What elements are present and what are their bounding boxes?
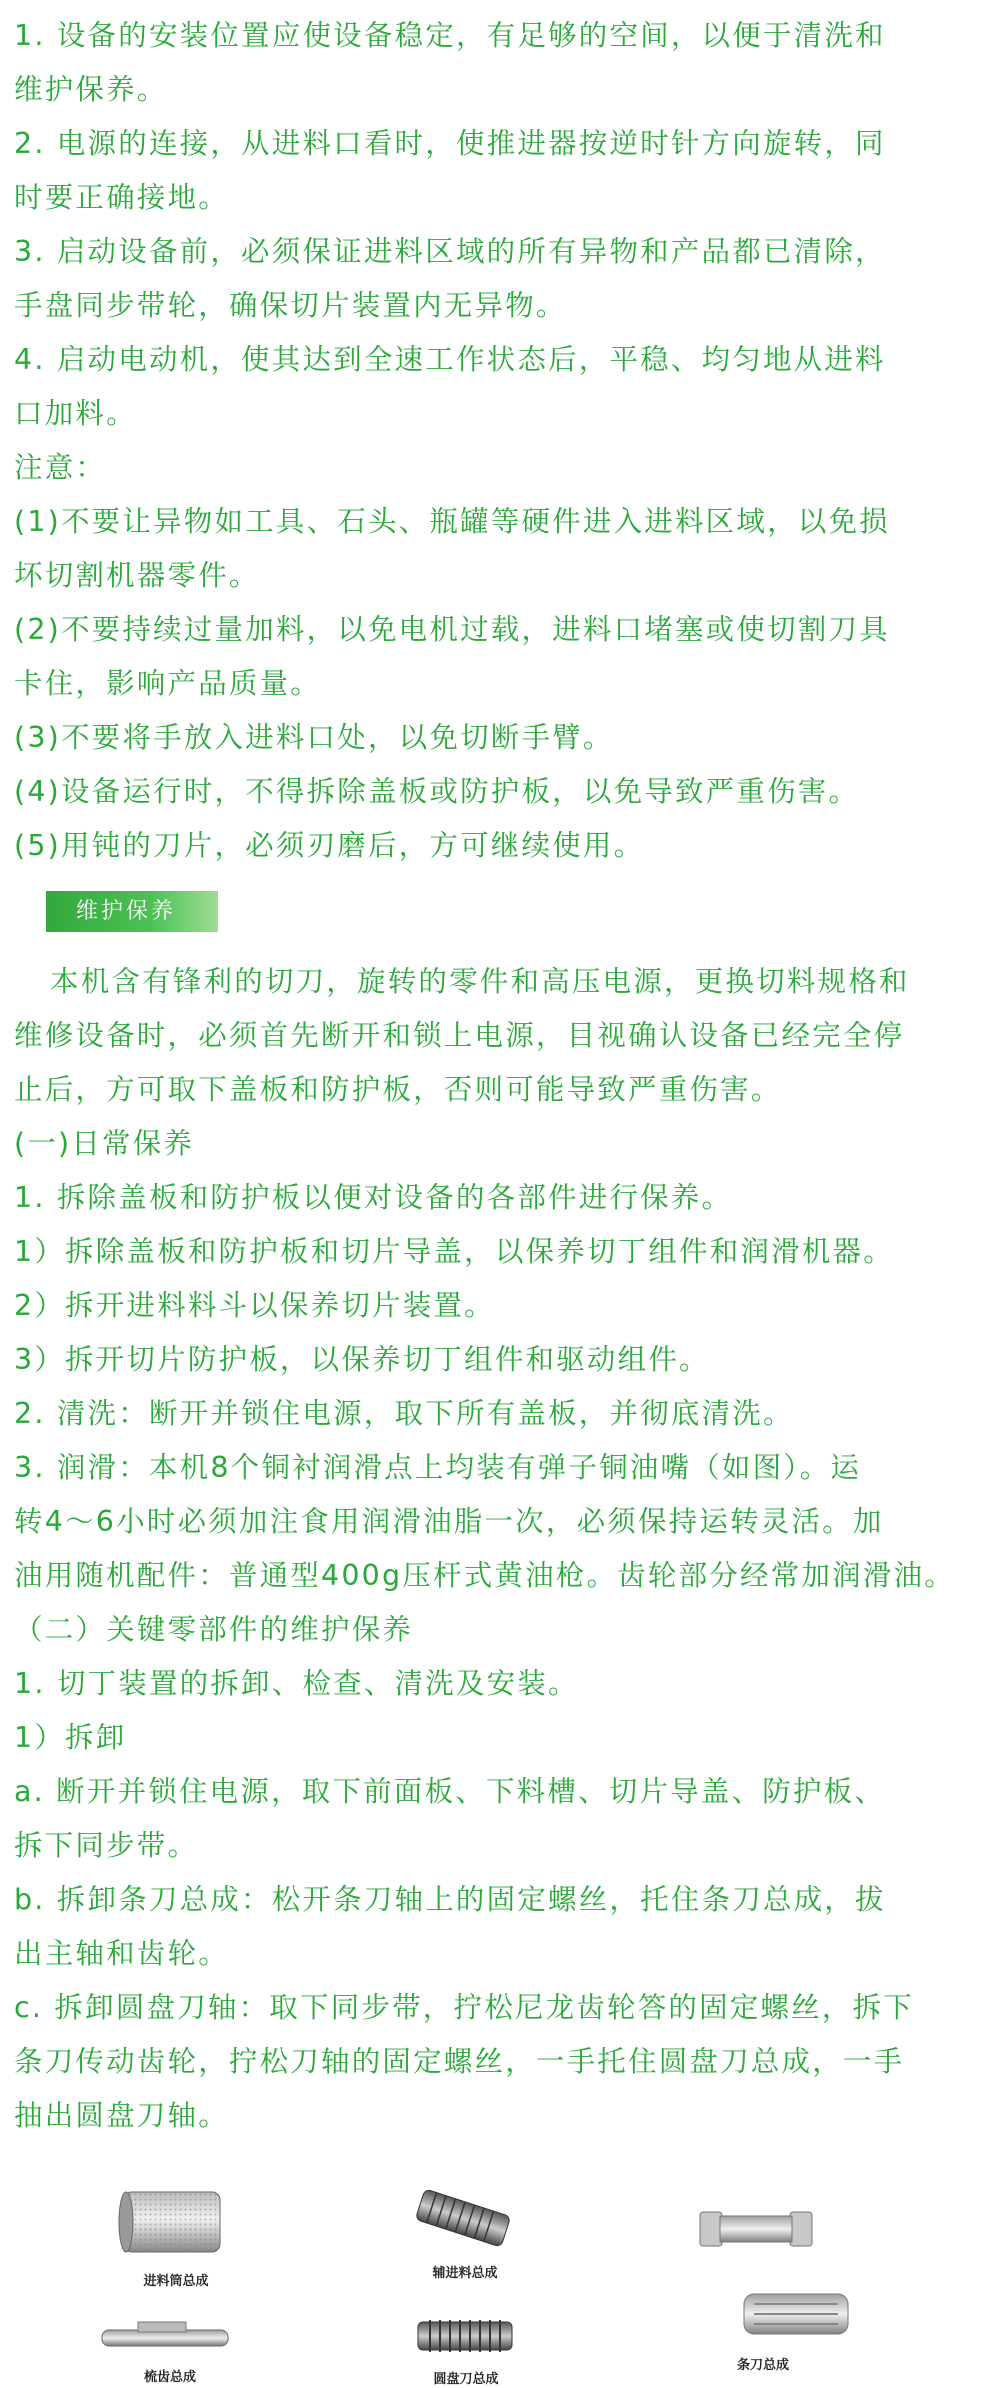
install-line: 1. 设备的安装位置应使设备稳定，有足够的空间，以便于清洗和: [14, 19, 886, 52]
maintenance-line: 2）拆开进料料斗以保养切片装置。: [14, 1289, 495, 1322]
install-line: 维护保养。: [14, 73, 168, 106]
caption-aux-feed: 辅进料总成: [432, 2266, 498, 2281]
caption-bar-knife: 条刀总成: [736, 2358, 789, 2373]
install-line: 4. 启动电动机，使其达到全速工作状态后，平稳、均匀地从进料: [14, 343, 886, 376]
caption-disc-knife: 圆盘刀总成: [433, 2372, 499, 2387]
maintenance-line: 抽出圆盘刀轴。: [14, 2099, 229, 2132]
maintenance-line: 条刀传动齿轮，拧松刀轴的固定螺丝，一手托住圆盘刀总成，一手: [14, 2045, 905, 2078]
maintenance-line: 油用随机配件：普通型400g压杆式黄油枪。齿轮部分经常加润滑油。: [14, 1559, 955, 1592]
caption-comb: 梳齿总成: [143, 2370, 196, 2385]
bar-knife-image-top: [696, 2200, 816, 2260]
maintenance-line: 拆下同步带。: [14, 1829, 199, 1862]
caution-line: (1)不要让异物如工具、石头、瓶罐等硬件进入进料区域，以免损: [14, 505, 890, 538]
caution-line: 卡住，影响产品质量。: [14, 667, 322, 700]
maintenance-line: b. 拆卸条刀总成：松开条刀轴上的固定螺丝，托住条刀总成，拔: [14, 1883, 886, 1916]
feed-drum-image: [118, 2182, 228, 2262]
maintenance-line: 1. 切丁装置的拆卸、检查、清洗及安装。: [14, 1667, 579, 1700]
maintenance-line: 3）拆开切片防护板，以保养切丁组件和驱动组件。: [14, 1343, 710, 1376]
maintenance-line: 出主轴和齿轮。: [14, 1937, 229, 1970]
install-line: 3. 启动设备前，必须保证进料区域的所有异物和产品都已清除，: [14, 235, 886, 268]
caution-line: 坏切割机器零件。: [14, 559, 260, 592]
intro-line: 止后，方可取下盖板和防护板，否则可能导致严重伤害。: [14, 1073, 782, 1106]
maintenance-line: 2. 清洗：断开并锁住电源，取下所有盖板，并彻底清洗。: [14, 1397, 794, 1430]
maintenance-line: 3. 润滑：本机8个铜衬润滑点上均装有弹子铜油嘴（如图）。运: [14, 1451, 862, 1484]
caution-line: (2)不要持续过量加料，以免电机过载，进料口堵塞或使切割刀具: [14, 613, 890, 646]
caution-line: (5)用钝的刀片，必须刃磨后，方可继续使用。: [14, 829, 645, 862]
section-title-maintenance: 维护保养: [46, 891, 218, 932]
install-line: 2. 电源的连接，从进料口看时，使推进器按逆时针方向旋转，同: [14, 127, 886, 160]
maintenance-line: 1）拆除盖板和防护板和切片导盖，以保养切丁组件和润滑机器。: [14, 1235, 894, 1268]
subsection-heading-daily: (一)日常保养: [14, 1127, 195, 1160]
parts-photo-panel: [0, 2170, 1000, 2388]
disc-knife-image: [410, 2306, 520, 2366]
comb-image: [100, 2318, 230, 2358]
install-line: 时要正确接地。: [14, 181, 229, 214]
aux-feed-image: [408, 2180, 518, 2256]
maintenance-line: a. 断开并锁住电源，取下前面板、下料槽、切片导盖、防护板、: [14, 1775, 886, 1808]
caption-feed-drum: 进料筒总成: [143, 2274, 209, 2289]
subsection-heading-key-parts: （二）关键零部件的维护保养: [14, 1613, 414, 1646]
caution-line: (4)设备运行时，不得拆除盖板或防护板，以免导致严重伤害。: [14, 775, 860, 808]
maintenance-line: 1. 拆除盖板和防护板以便对设备的各部件进行保养。: [14, 1181, 733, 1214]
caution-line: (3)不要将手放入进料口处，以免切断手臂。: [14, 721, 614, 754]
install-line: 手盘同步带轮，确保切片装置内无异物。: [14, 289, 567, 322]
maintenance-line: 1）拆卸: [14, 1721, 127, 1754]
intro-line: 维修设备时，必须首先断开和锁上电源，目视确认设备已经完全停: [14, 1019, 905, 1052]
bar-knife-image-bottom: [740, 2282, 852, 2346]
install-line: 口加料。: [14, 397, 137, 430]
maintenance-line: c. 拆卸圆盘刀轴：取下同步带，拧松尼龙齿轮答的固定螺丝，拆下: [14, 1991, 914, 2024]
maintenance-line: 转4～6小时必须加注食用润滑油脂一次，必须保持运转灵活。加: [14, 1505, 884, 1538]
caution-heading: 注意：: [14, 451, 107, 484]
intro-line: 本机含有锋利的切刀，旋转的零件和高压电源，更换切料规格和: [50, 965, 910, 998]
